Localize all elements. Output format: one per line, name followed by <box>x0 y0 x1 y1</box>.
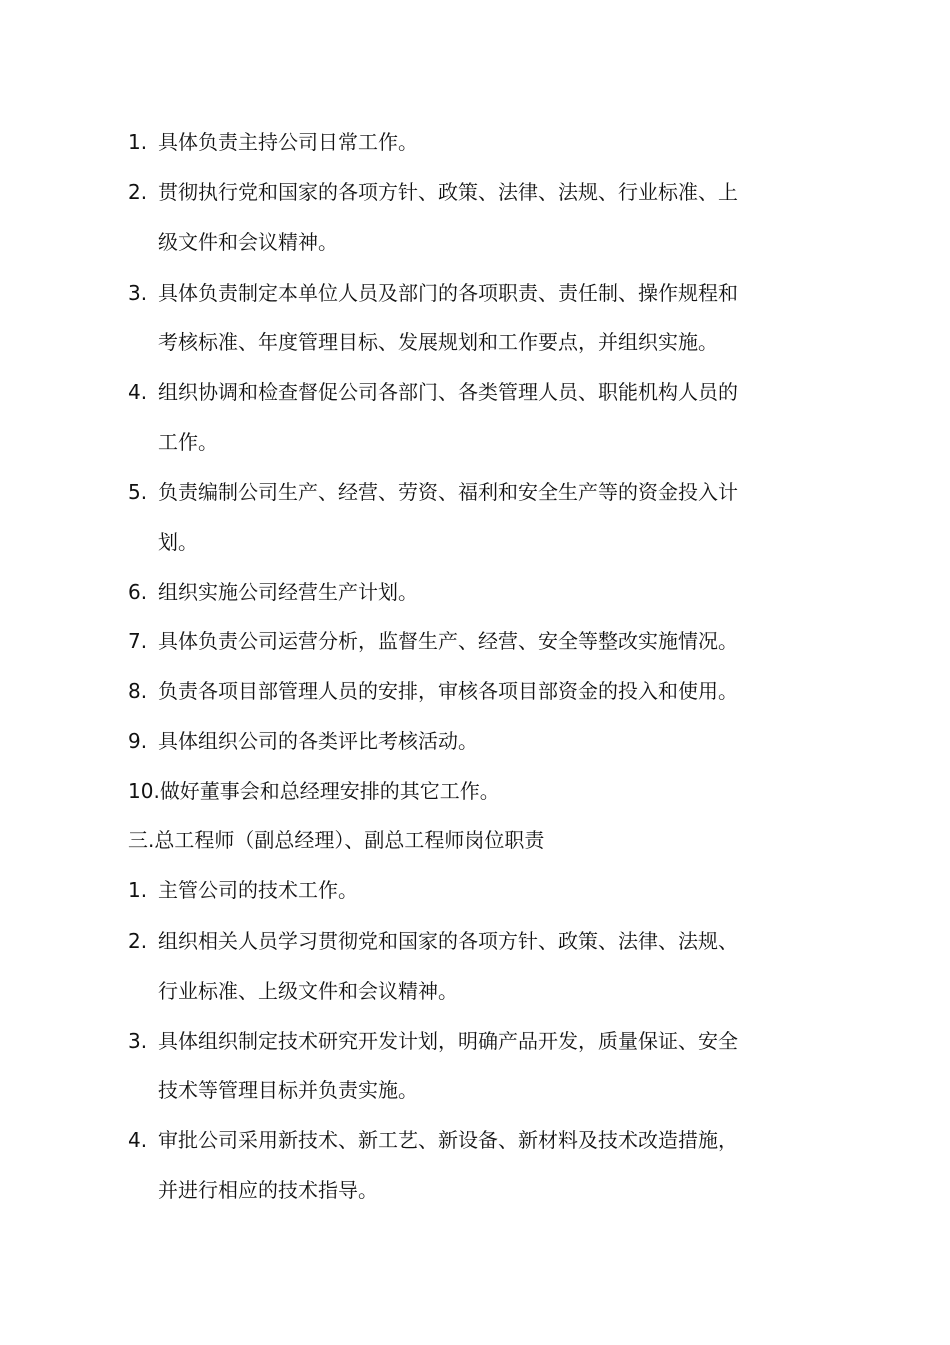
list-item-7 <box>128 627 738 655</box>
section-item-2-continuation <box>158 977 458 1005</box>
item-number: 9. <box>128 729 148 753</box>
item-text: 划。 <box>158 530 198 554</box>
list-item-9 <box>128 727 478 755</box>
item-text: 具体负责公司运营分析，监督生产、经营、安全等整改实施情况。 <box>158 629 738 653</box>
list-item-5-continuation <box>158 528 198 556</box>
item-number: 4. <box>128 380 148 404</box>
item-number: 1. <box>128 130 148 154</box>
list-item-2-continuation <box>158 228 338 256</box>
list-item-5 <box>128 478 738 506</box>
list-item-6 <box>128 578 418 606</box>
list-item-8 <box>128 677 738 705</box>
item-text: 具体组织公司的各类评比考核活动。 <box>158 729 478 753</box>
item-text: 做好董事会和总经理安排的其它工作。 <box>159 779 500 803</box>
item-number: 6. <box>128 580 148 604</box>
item-number: 1. <box>128 878 148 902</box>
section-item-2 <box>128 927 738 955</box>
section-item-4-continuation <box>158 1176 378 1204</box>
item-text: 具体负责主持公司日常工作。 <box>158 130 418 154</box>
section-item-4 <box>128 1126 738 1154</box>
item-number: 7. <box>128 629 148 653</box>
list-item-2 <box>128 178 738 206</box>
item-number: 5. <box>128 480 148 504</box>
item-text: 负责编制公司生产、经营、劳资、福利和安全生产等的资金投入计 <box>158 480 738 504</box>
list-item-3-continuation <box>158 328 718 356</box>
list-item-3 <box>128 279 738 307</box>
item-text: 工作。 <box>158 430 218 454</box>
item-text: 组织实施公司经营生产计划。 <box>158 580 418 604</box>
section-item-3-continuation <box>158 1076 418 1104</box>
item-text: 行业标准、上级文件和会议精神。 <box>158 979 458 1003</box>
item-text: 主管公司的技术工作。 <box>158 878 358 902</box>
item-number: 3. <box>128 1029 148 1053</box>
item-text: 技术等管理目标并负责实施。 <box>158 1078 418 1102</box>
list-item-10 <box>128 777 500 805</box>
item-text: 并进行相应的技术指导。 <box>158 1178 378 1202</box>
item-text: 具体负责制定本单位人员及部门的各项职责、责任制、操作规程和 <box>158 281 738 305</box>
section-item-3 <box>128 1027 738 1055</box>
list-item-1 <box>128 128 418 156</box>
item-number: 3. <box>128 281 148 305</box>
item-number: 10. <box>128 779 160 803</box>
item-text: 组织相关人员学习贯彻党和国家的各项方针、政策、法律、法规、 <box>158 929 738 953</box>
item-number: 4. <box>128 1128 148 1152</box>
section-item-1 <box>128 876 358 904</box>
section-heading: 三.总工程师（副总经理）、副总工程师岗位职责 <box>128 828 545 852</box>
item-text: 负责各项目部管理人员的安排，审核各项目部资金的投入和使用。 <box>158 679 738 703</box>
item-number: 2. <box>128 180 148 204</box>
item-number: 8. <box>128 679 148 703</box>
item-text: 组织协调和检查督促公司各部门、各类管理人员、职能机构人员的 <box>158 380 738 404</box>
list-item-4-continuation <box>158 428 218 456</box>
item-text: 考核标准、年度管理目标、发展规划和工作要点，并组织实施。 <box>158 330 718 354</box>
item-text: 具体组织制定技术研究开发计划，明确产品开发，质量保证、安全 <box>158 1029 738 1053</box>
item-text: 贯彻执行党和国家的各项方针、政策、法律、法规、行业标准、上 <box>158 180 738 204</box>
item-text: 审批公司采用新技术、新工艺、新设备、新材料及技术改造措施， <box>158 1128 738 1152</box>
list-item-4 <box>128 378 738 406</box>
item-number: 2. <box>128 929 148 953</box>
item-text: 级文件和会议精神。 <box>158 230 338 254</box>
